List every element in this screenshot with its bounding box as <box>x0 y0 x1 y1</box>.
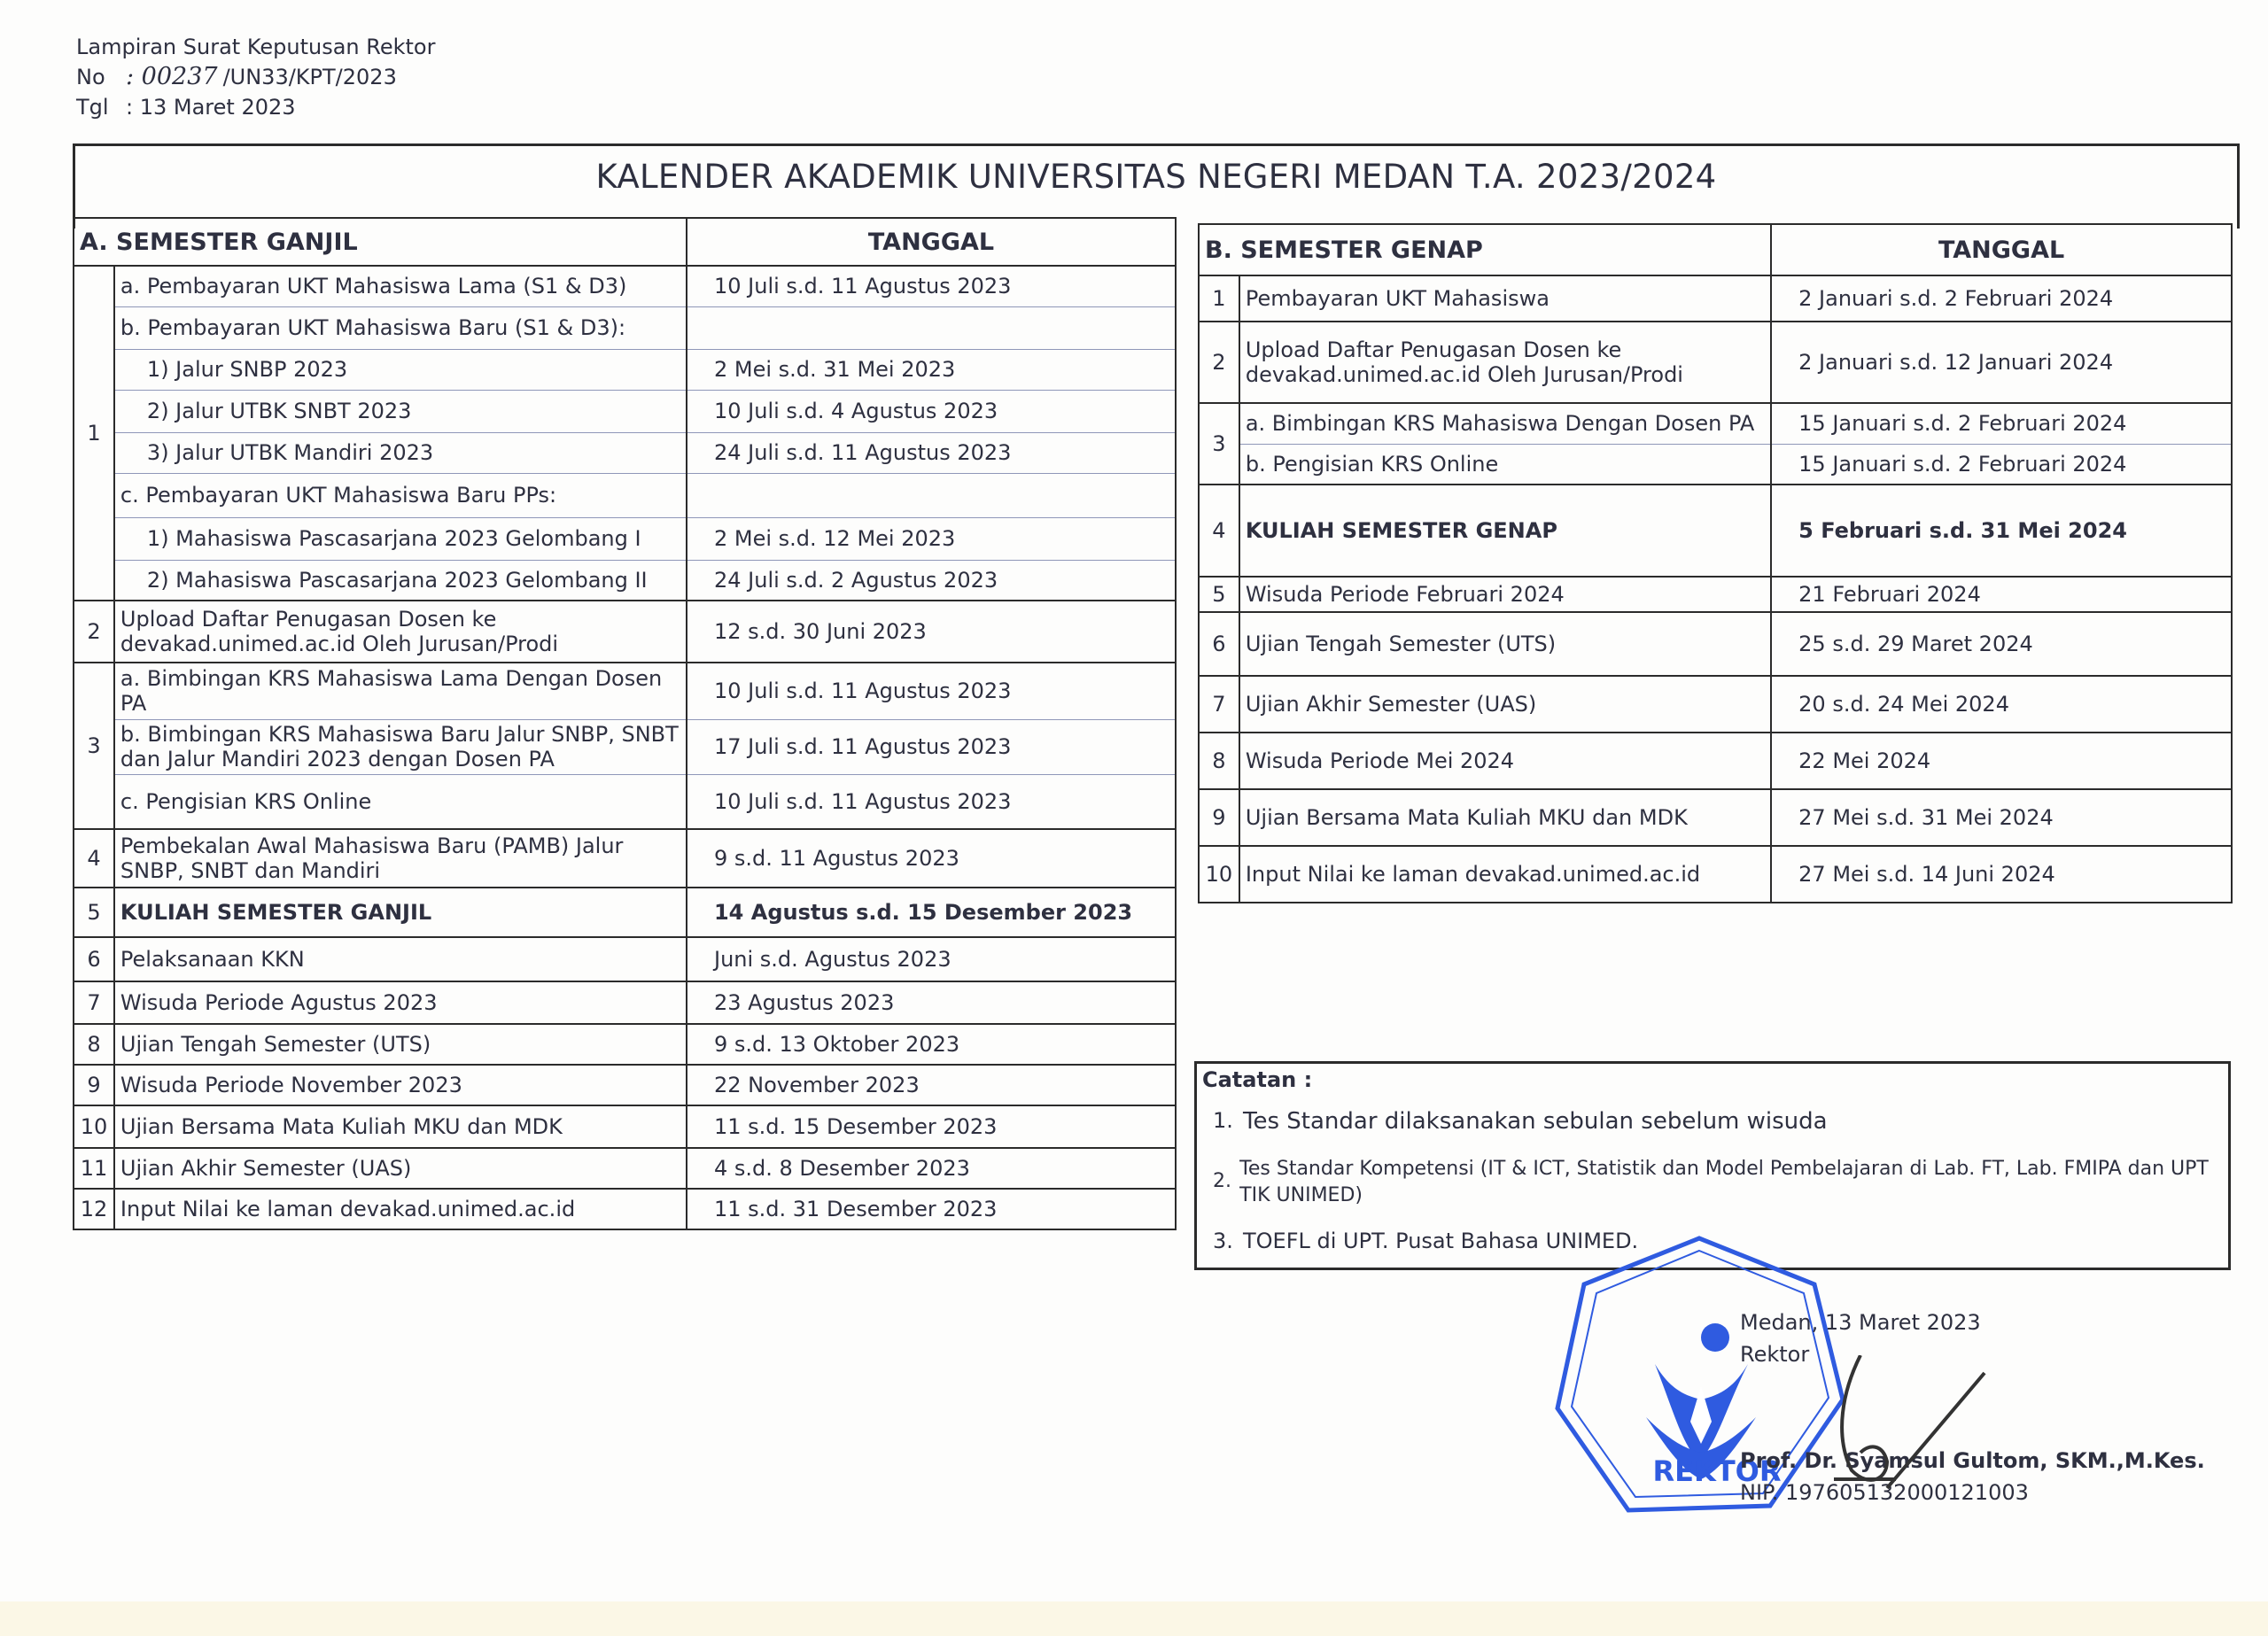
row-number: 8 <box>1199 733 1239 789</box>
signatory-nip: NIP. 197605132000121003 <box>1740 1480 2029 1505</box>
activity-date: 2 Mei s.d. 12 Mei 2023 <box>687 517 1176 560</box>
activity-label: Upload Daftar Penugasan Dosen ke devakad.unimed.ac.id Oleh Jurusan/Prodi <box>114 601 687 663</box>
activity-date: 24 Juli s.d. 11 Agustus 2023 <box>687 432 1176 473</box>
table-row <box>74 663 1176 719</box>
activity-date: 27 Mei s.d. 14 Juni 2024 <box>1771 846 2232 903</box>
stamp-rektor-text: REKTOR <box>1652 1454 1782 1488</box>
row-number: 1 <box>74 266 114 601</box>
semester-genap-heading: B. SEMESTER GENAP <box>1199 224 1771 275</box>
decree-no-suffix: /UN33/KPT/2023 <box>222 65 397 89</box>
row-number: 9 <box>74 1065 114 1105</box>
activity-date: 17 Juli s.d. 11 Agustus 2023 <box>687 719 1176 774</box>
activity-date: 20 s.d. 24 Mei 2024 <box>1771 676 2232 733</box>
activity-date: 15 Januari s.d. 2 Februari 2024 <box>1771 444 2232 485</box>
row-number: 1 <box>1199 275 1239 322</box>
date-column-heading: TANGGAL <box>687 218 1176 266</box>
table-row <box>74 981 1176 1024</box>
table-row <box>74 719 1176 774</box>
table-row <box>74 266 1176 306</box>
activity-label: Wisuda Periode Februari 2024 <box>1239 577 1771 612</box>
table-row <box>1199 275 2232 322</box>
activity-label: Upload Daftar Penugasan Dosen ke devakad.unimed.ac.id Oleh Jurusan/Prodi <box>1239 322 1771 403</box>
table-row <box>74 432 1176 473</box>
note-item: 3. TOEFL di UPT. Pusat Bahasa UNIMED. <box>1213 1229 1639 1253</box>
activity-date: 15 Januari s.d. 2 Februari 2024 <box>1771 403 2232 444</box>
handwritten-signature-icon <box>1807 1355 2002 1532</box>
activity-date: 27 Mei s.d. 31 Mei 2024 <box>1771 789 2232 846</box>
table-row <box>74 349 1176 390</box>
table-row <box>74 774 1176 829</box>
activity-label: Ujian Tengah Semester (UTS) <box>114 1024 687 1065</box>
activity-date: 14 Agustus s.d. 15 Desember 2023 <box>687 888 1176 937</box>
table-row <box>74 1148 1176 1189</box>
activity-date: 12 s.d. 30 Juni 2023 <box>687 601 1176 663</box>
activity-date: 10 Juli s.d. 11 Agustus 2023 <box>687 774 1176 829</box>
activity-label: Wisuda Periode November 2023 <box>114 1065 687 1105</box>
table-row <box>1199 444 2232 485</box>
row-number: 2 <box>1199 322 1239 403</box>
activity-date: 25 s.d. 29 Maret 2024 <box>1771 612 2232 676</box>
table-row <box>74 1105 1176 1148</box>
scan-edge <box>0 1601 2268 1636</box>
table-row <box>1199 733 2232 789</box>
notes-title: Catatan : <box>1202 1067 1313 1092</box>
signature-position: Rektor <box>1740 1342 1810 1367</box>
activity-label: a. Bimbingan KRS Mahasiswa Lama Dengan Dosen PA <box>114 663 687 719</box>
table-row <box>1199 485 2232 577</box>
row-number: 11 <box>74 1148 114 1189</box>
row-number: 9 <box>1199 789 1239 846</box>
table-row <box>74 1189 1176 1229</box>
table-row <box>1199 577 2232 612</box>
row-number: 7 <box>74 981 114 1024</box>
table-row <box>1199 322 2232 403</box>
signatory-name: Prof. Dr. Syamsul Gultom, SKM.,M.Kes. <box>1740 1448 2205 1473</box>
date-column-heading: TANGGAL <box>1771 224 2232 275</box>
activity-label: b. Bimbingan KRS Mahasiswa Baru Jalur SNBP, SNBT dan Jalur Mandiri 2023 dengan Dosen PA <box>114 719 687 774</box>
activity-date: 10 Juli s.d. 4 Agustus 2023 <box>687 390 1176 432</box>
table-row <box>74 937 1176 981</box>
table-row <box>74 829 1176 888</box>
activity-label: KULIAH SEMESTER GANJIL <box>114 888 687 937</box>
activity-label: Wisuda Periode Agustus 2023 <box>114 981 687 1024</box>
activity-date: 9 s.d. 13 Oktober 2023 <box>687 1024 1176 1065</box>
activity-date: 2 Januari s.d. 2 Februari 2024 <box>1771 275 2232 322</box>
activity-label: Ujian Akhir Semester (UAS) <box>1239 676 1771 733</box>
row-number: 12 <box>74 1189 114 1229</box>
row-number: 6 <box>74 937 114 981</box>
table-row <box>74 1024 1176 1065</box>
activity-label: Pembayaran UKT Mahasiswa <box>1239 275 1771 322</box>
note-item: 1. Tes Standar dilaksanakan sebulan sebelum wisuda <box>1213 1108 1828 1135</box>
activity-label: Wisuda Periode Mei 2024 <box>1239 733 1771 789</box>
activity-date: 22 Mei 2024 <box>1771 733 2232 789</box>
row-number: 10 <box>74 1105 114 1148</box>
row-number: 3 <box>74 663 114 829</box>
activity-date: 5 Februari s.d. 31 Mei 2024 <box>1771 485 2232 577</box>
table-row <box>74 517 1176 560</box>
row-number: 6 <box>1199 612 1239 676</box>
row-number: 10 <box>1199 846 1239 903</box>
activity-label: Pembekalan Awal Mahasiswa Baru (PAMB) Jalur SNBP, SNBT dan Mandiri <box>114 829 687 888</box>
activity-date: 21 Februari 2024 <box>1771 577 2232 612</box>
table-row <box>74 473 1176 517</box>
row-number: 5 <box>74 888 114 937</box>
activity-label: Pelaksanaan KKN <box>114 937 687 981</box>
row-number: 4 <box>74 829 114 888</box>
table-row <box>74 888 1176 937</box>
activity-date: 22 November 2023 <box>687 1065 1176 1105</box>
activity-date <box>687 473 1176 517</box>
activity-date: 2 Januari s.d. 12 Januari 2024 <box>1771 322 2232 403</box>
activity-label: Input Nilai ke laman devakad.unimed.ac.id <box>114 1189 687 1229</box>
activity-label: Input Nilai ke laman devakad.unimed.ac.id <box>1239 846 1771 903</box>
activity-label: Ujian Bersama Mata Kuliah MKU dan MDK <box>1239 789 1771 846</box>
table-row <box>74 390 1176 432</box>
decree-date-value: : 13 Maret 2023 <box>126 95 296 120</box>
row-number: 4 <box>1199 485 1239 577</box>
page-title: KALENDER AKADEMIK UNIVERSITAS NEGERI MEDAN T.A. 2023/2024 <box>595 158 1717 196</box>
decree-attachment-label: Lampiran Surat Keputusan Rektor <box>76 35 436 59</box>
activity-date: 4 s.d. 8 Desember 2023 <box>687 1148 1176 1189</box>
activity-date: 2 Mei s.d. 31 Mei 2023 <box>687 349 1176 390</box>
note-item: 2. Tes Standar Kompetensi (IT & ICT, Statistik dan Model Pembelajaran di Lab. FT, Lab. FMIPA dan UPT TIK UNIMED) <box>1213 1158 2209 1206</box>
activity-label: Ujian Tengah Semester (UTS) <box>1239 612 1771 676</box>
activity-date <box>687 306 1176 349</box>
table-row <box>1199 676 2232 733</box>
activity-label: c. Pengisian KRS Online <box>114 774 687 829</box>
activity-label: c. Pembayaran UKT Mahasiswa Baru PPs: <box>114 473 687 517</box>
table-row <box>74 560 1176 601</box>
activity-date: Juni s.d. Agustus 2023 <box>687 937 1176 981</box>
activity-date: 11 s.d. 31 Desember 2023 <box>687 1189 1176 1229</box>
table-row <box>1199 612 2232 676</box>
row-number: 2 <box>74 601 114 663</box>
activity-label: 1) Jalur SNBP 2023 <box>114 349 687 390</box>
table-row <box>1199 789 2232 846</box>
activity-label: KULIAH SEMESTER GENAP <box>1239 485 1771 577</box>
activity-label: a. Pembayaran UKT Mahasiswa Lama (S1 & D3) <box>114 266 687 306</box>
row-number: 8 <box>74 1024 114 1065</box>
activity-label: 3) Jalur UTBK Mandiri 2023 <box>114 432 687 473</box>
activity-date: 10 Juli s.d. 11 Agustus 2023 <box>687 266 1176 306</box>
activity-label: 1) Mahasiswa Pascasarjana 2023 Gelombang I <box>114 517 687 560</box>
semester-ganjil-heading: A. SEMESTER GANJIL <box>74 218 687 266</box>
decree-no-handwritten: : 00237 <box>126 63 218 90</box>
activity-date: 24 Juli s.d. 2 Agustus 2023 <box>687 560 1176 601</box>
activity-label: b. Pembayaran UKT Mahasiswa Baru (S1 & D3): <box>114 306 687 349</box>
row-number: 3 <box>1199 403 1239 485</box>
semester-ganjil-table <box>73 217 1177 1230</box>
activity-date: 11 s.d. 15 Desember 2023 <box>687 1105 1176 1148</box>
table-row <box>74 1065 1176 1105</box>
row-number: 7 <box>1199 676 1239 733</box>
table-row <box>74 601 1176 663</box>
activity-date: 9 s.d. 11 Agustus 2023 <box>687 829 1176 888</box>
signature-place-date: Medan, 13 Maret 2023 <box>1740 1310 1981 1335</box>
activity-label: Ujian Akhir Semester (UAS) <box>114 1148 687 1189</box>
activity-label: b. Pengisian KRS Online <box>1239 444 1771 485</box>
table-row <box>74 306 1176 349</box>
activity-date: 10 Juli s.d. 11 Agustus 2023 <box>687 663 1176 719</box>
semester-genap-table <box>1198 223 2233 903</box>
activity-label: Ujian Bersama Mata Kuliah MKU dan MDK <box>114 1105 687 1148</box>
table-row <box>1199 403 2232 444</box>
activity-label: a. Bimbingan KRS Mahasiswa Dengan Dosen PA <box>1239 403 1771 444</box>
decree-header <box>76 32 435 122</box>
decree-date-label: Tgl <box>76 95 109 120</box>
table-row <box>1199 846 2232 903</box>
activity-label: 2) Mahasiswa Pascasarjana 2023 Gelombang II <box>114 560 687 601</box>
activity-label: 2) Jalur UTBK SNBT 2023 <box>114 390 687 432</box>
activity-date: 23 Agustus 2023 <box>687 981 1176 1024</box>
decree-no-label: No <box>76 65 105 89</box>
row-number: 5 <box>1199 577 1239 612</box>
